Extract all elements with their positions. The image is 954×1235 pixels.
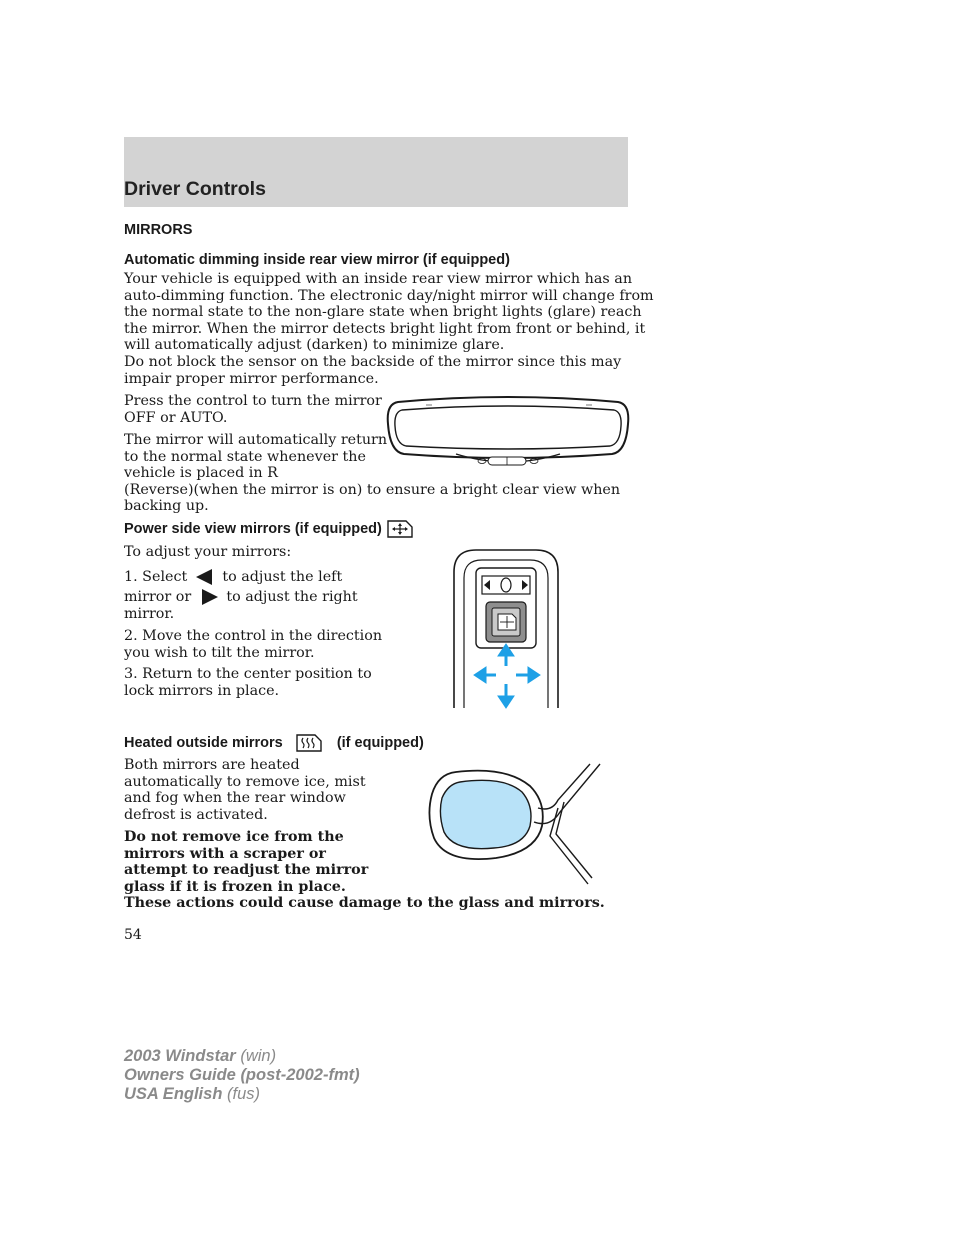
text-line: auto-dimming function. The electronic day/night mirror will change from — [124, 287, 654, 304]
mirrors-heading: MIRRORS — [124, 222, 193, 238]
text-line: These actions could cause damage to the glass and mirrors. — [124, 895, 605, 911]
text-line — [124, 588, 358, 606]
footer-line-2 — [124, 1066, 360, 1085]
text-line: mirror. — [124, 606, 175, 622]
text-line: 2. Move the control in the direction — [124, 628, 383, 644]
auto-dim-subheading: Automatic dimming inside rear view mirror (if equipped) — [124, 252, 510, 268]
footer-model: 2003 Windstar — [124, 1047, 236, 1065]
text-line: vehicle is placed in R — [124, 465, 278, 481]
text-line: you wish to tilt the mirror. — [124, 644, 315, 661]
step-text: to adjust the right — [226, 589, 358, 605]
footer-line-3 — [124, 1085, 360, 1104]
footer-language-code: (fus) — [222, 1085, 260, 1103]
auto-dim-paragraph-2 — [124, 354, 621, 387]
power-step-2 — [124, 628, 382, 661]
text-line: defrost is activated. — [124, 806, 268, 823]
text-line: automatically to remove ice, mist — [124, 773, 366, 790]
footer-line-1 — [124, 1047, 360, 1066]
text-line: the normal state to the non-glare state when bright lights (glare) reach — [124, 304, 642, 320]
section-title: Driver Controls — [124, 178, 266, 200]
heated-paragraph-1 — [124, 757, 366, 823]
text-line: 3. Return to the center position to — [124, 666, 372, 682]
step-text: to adjust the left — [222, 569, 343, 585]
text-line: to the normal state whenever the — [124, 448, 366, 465]
power-mirrors-subheading — [124, 519, 414, 539]
text-line: will automatically adjust (darken) to minimize glare. — [124, 337, 505, 353]
text-line: backing up. — [124, 498, 209, 514]
text-line: the mirror. When the mirror detects bright light from front or behind, it — [124, 320, 646, 337]
power-step-1 — [124, 568, 358, 623]
right-triangle-icon — [196, 588, 222, 606]
text-line: Press the control to turn the mirror — [124, 393, 382, 409]
text-line: Both mirrors are heated — [124, 757, 300, 773]
text-line — [124, 568, 358, 586]
text-line: The mirror will automatically return — [124, 432, 388, 448]
power-mirror-control-illustration — [452, 548, 560, 710]
text-line: mirrors with a scraper or — [124, 845, 326, 862]
left-triangle-icon — [192, 568, 218, 586]
power-mirrors-subheading-text: Power side view mirrors (if equipped) — [124, 520, 382, 537]
power-step-3 — [124, 666, 372, 699]
document-footer — [124, 1047, 360, 1104]
heated-mirrors-subheading-text: Heated outside mirrors — [124, 734, 283, 751]
text-line: and fog when the rear window — [124, 790, 346, 806]
text-line: Your vehicle is equipped with an inside rear view mirror which has an — [124, 271, 633, 287]
heated-mirrors-subheading — [124, 733, 424, 753]
text-line: lock mirrors in place. — [124, 682, 280, 699]
text-line: OFF or AUTO. — [124, 409, 228, 426]
mirror-adjust-icon — [386, 519, 414, 539]
step-text: mirror or — [124, 589, 192, 605]
rear-view-mirror-illustration — [386, 396, 630, 470]
text-line: (Reverse)(when the mirror is on) to ensure a bright clear view when — [124, 481, 621, 498]
text-line: impair proper mirror performance. — [124, 370, 379, 387]
footer-guide: Owners Guide (post-2002-fmt) — [124, 1066, 360, 1084]
page-number: 54 — [124, 927, 142, 943]
heated-mirror-icon — [293, 733, 327, 753]
footer-language: USA English — [124, 1085, 223, 1103]
heated-mirrors-subheading-suffix: (if equipped) — [336, 734, 424, 751]
text-line: attempt to readjust the mirror — [124, 862, 369, 878]
step-text: 1. Select — [124, 569, 188, 585]
text-line: Do not remove ice from the — [124, 829, 344, 845]
heated-outside-mirror-illustration — [426, 760, 606, 888]
auto-dim-paragraph-1 — [124, 271, 654, 354]
text-line: Do not block the sensor on the backside of the mirror since this may — [124, 354, 622, 370]
auto-dim-paragraph-3 — [124, 393, 382, 426]
power-intro: To adjust your mirrors: — [124, 544, 292, 560]
text-line: glass if it is frozen in place. — [124, 878, 346, 895]
footer-model-code: (win) — [235, 1047, 277, 1065]
